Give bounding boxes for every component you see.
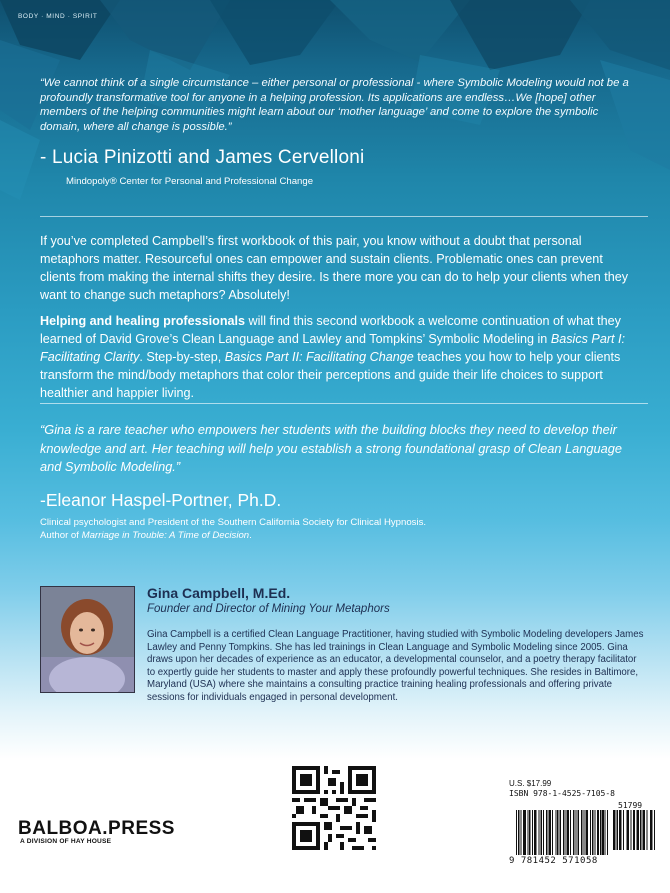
divider — [40, 216, 648, 217]
description-paragraph-1: If you’ve completed Campbell’s first workbook of this pair, you know without a doubt that personal metaphors matter. Resourceful ones can empower and sustain clients. Problematic ones can prevent clients from making the internal shifts they desire. Is there more you can do to help your clients when they want to change such metaphors? Absolutely! — [40, 234, 629, 302]
publisher-subtitle: A DIVISION OF HAY HOUSE — [20, 838, 112, 845]
paragraph-text: teaches you how to help your clients transform the mind/body metaphors that color their perceptions and guide their life choices to support healthier and happier living. — [40, 350, 621, 400]
author-role: Founder and Director of Mining Your Metaphors — [147, 603, 390, 615]
author-photo — [40, 586, 135, 693]
paragraph-text: will find this second workbook a welcome continuation of what they learned of David Grove’s Clean Language and Lawley and Tompkins’ Symbolic Modeling in — [40, 314, 621, 346]
isbn-label: ISBN 978-1-4525-7105-8 — [509, 789, 615, 798]
testimonial-affiliation — [40, 516, 426, 542]
addon-digits: 51799 — [618, 801, 643, 810]
endorsement-quote: “We cannot think of a single circumstance – either personal or professional - where Symbolic Modeling would not be a profoundly transformative tool for anyone in a helping profession. Its applications are endless…We [hope] other members of the helping communities might learn about our ‘mother language’ and come to explore the symbolic domain, where all change is possible.” — [40, 77, 629, 133]
affiliation-line: Clinical psychologist and President of the Southern California Society for Clinical Hypnosis. — [40, 517, 427, 528]
qr-code — [292, 766, 376, 850]
testimonial-quote: “Gina is a rare teacher who empowers her students with the building blocks they need to develop their knowledge and art. Her teaching will help you establish a strong foundational grasp of Clean Language and Symbolic Modeling.” — [40, 422, 622, 474]
isbn-barcode — [516, 810, 656, 855]
price-label: U.S. $17.99 — [509, 779, 552, 788]
description-paragraph-2 — [40, 312, 640, 402]
book-title: Basics Part II: Facilitating Change — [224, 350, 414, 364]
publisher-logo: BALBOA.PRESS — [18, 818, 175, 839]
affiliation-prefix: Author of — [40, 530, 82, 541]
affiliation-line — [40, 529, 426, 542]
endorsement-affiliation: Mindopoly® Center for Personal and Professional Change — [66, 176, 314, 187]
testimonial-author: -Eleanor Haspel-Portner, Ph.D. — [40, 490, 282, 510]
book-title: Basics Part I: Facilitating Clarity — [40, 332, 626, 364]
affiliation-suffix: . — [249, 530, 252, 541]
barcode-digits: 9 781452 571058 — [509, 856, 598, 866]
paragraph-text: . Step-by-step, — [139, 350, 225, 364]
divider — [40, 403, 648, 404]
author-bio: Gina Campbell is a certified Clean Language Practitioner, having studied with Symbolic Modeling developers James Lawley and Penny Tompkins. She has led trainings in Clean Language and Symbolic Modeling since 2005. Gina draws upon her decades of experience as an educator, a developmental counselor, and a poetry therapy facilitator to expertly guide her students to master and apply these profoundly powerful techniques. She resides in Baltimore, Maryland (USA) where she maintains a consulting practice training healing professionals and offering private sessions for individuals engaged in personal development. — [147, 629, 644, 703]
endorsement-author: - Lucia Pinizotti and James Cervelloni — [40, 147, 365, 168]
author-name: Gina Campbell, M.Ed. — [147, 585, 291, 601]
category-label: BODY · MIND · SPIRIT — [18, 13, 98, 20]
book-title: Marriage in Trouble: A Time of Decision — [81, 530, 250, 541]
highlight-text: Helping and healing professionals — [40, 314, 246, 328]
